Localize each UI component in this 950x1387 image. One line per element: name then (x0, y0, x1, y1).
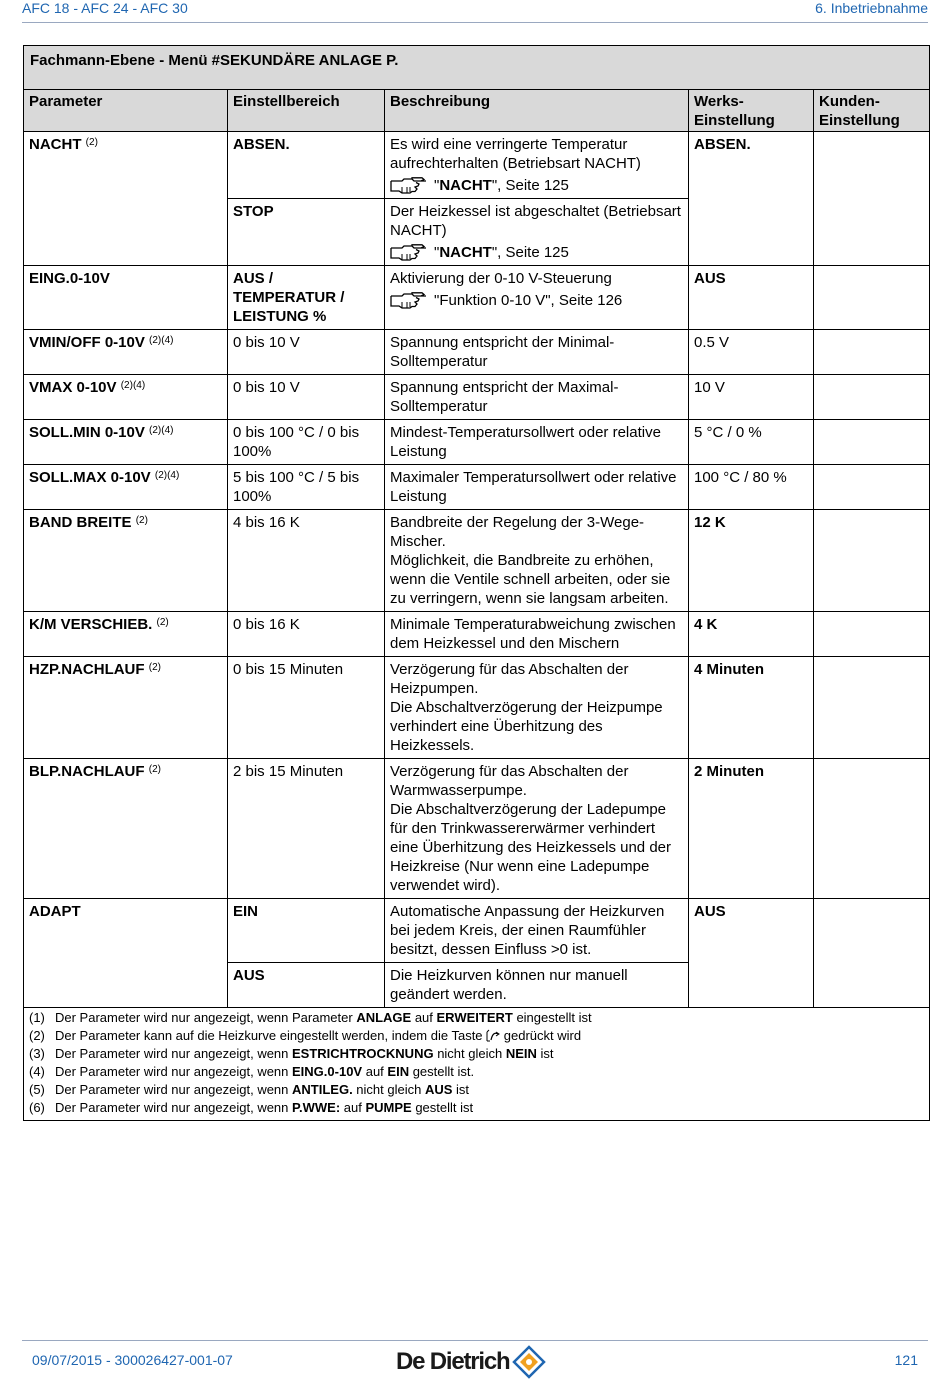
header-section: 6. Inbetriebnahme (815, 0, 928, 16)
range-eing: AUS / TEMPERATUR / LEISTUNG % (228, 266, 385, 330)
customer-vmin (814, 330, 930, 375)
table-row (24, 375, 930, 420)
column-header-customer: Kunden-Einstellung (814, 90, 930, 132)
header-title: AFC 18 - AFC 24 - AFC 30 (22, 0, 188, 16)
brand-name: De Dietrich (396, 1348, 510, 1375)
table-row (24, 420, 930, 465)
default-nacht: ABSEN. (689, 132, 814, 266)
range-adapt-aus: AUS (228, 963, 385, 1008)
table-title: Fachmann-Ebene - Menü #SEKUNDÄRE ANLAGE P. (24, 46, 930, 90)
param-km: K/M VERSCHIEB. $^{(2)}$ (24, 612, 228, 657)
reference-link[interactable]: "NACHT", Seite 125 (390, 176, 683, 195)
param-sollmin: SOLL.MIN 0-10V $^{(2)(4)}$ (24, 420, 228, 465)
range-nacht-stop: STOP (228, 199, 385, 266)
desc-adapt-ein: Automatische Anpassung der Heizkurven bei jedem Kreis, der einen Raumfühler besitzt, dessen Einfluss >0 ist. (385, 899, 689, 963)
default-km: 4 K (689, 612, 814, 657)
param-vmax: VMAX 0-10V $^{(2)(4)}$ (24, 375, 228, 420)
range-hzp: 0 bis 15 Minuten (228, 657, 385, 759)
table-header-row (24, 90, 930, 132)
range-sollmax: 5 bis 100 °C / 5 bis 100% (228, 465, 385, 510)
heating-curve-key-icon (486, 1029, 500, 1042)
range-vmin: 0 bis 10 V (228, 330, 385, 375)
desc-hzp: Verzögerung für das Abschalten der Heizpumpen. Die Abschaltverzögerung der Heizpumpe verhindert eine Überhitzung des Heizkessels. (385, 657, 689, 759)
table-row (24, 612, 930, 657)
default-sollmin: 5 °C / 0 % (689, 420, 814, 465)
customer-nacht (814, 132, 930, 266)
default-band: 12 K (689, 510, 814, 612)
footnote: (3) Der Parameter wird nur angezeigt, wenn ESTRICHTROCKNUNG nicht gleich NEIN ist (29, 1046, 554, 1061)
header-rule (22, 22, 928, 23)
default-vmin: 0.5 V (689, 330, 814, 375)
range-adapt-ein: EIN (228, 899, 385, 963)
desc-vmin: Spannung entspricht der Minimal-Solltemperatur (385, 330, 689, 375)
reference-link[interactable]: "NACHT", Seite 125 (390, 243, 683, 262)
table-row (24, 510, 930, 612)
desc-sollmax: Maximaler Temperatursollwert oder relative Leistung (385, 465, 689, 510)
customer-sollmin (814, 420, 930, 465)
customer-band (814, 510, 930, 612)
column-header-range: Einstellbereich (228, 90, 385, 132)
footnotes-row (24, 1008, 930, 1121)
range-sollmin: 0 bis 100 °C / 0 bis 100% (228, 420, 385, 465)
default-blp: 2 Minuten (689, 759, 814, 899)
table-row (24, 266, 930, 330)
param-nacht: NACHT $^{(2)}$ (24, 132, 228, 266)
customer-km (814, 612, 930, 657)
desc-nacht-absen: Es wird eine verringerte Temperatur aufrechterhalten (Betriebsart NACHT) "NACHT", Seite 125 (385, 132, 689, 199)
param-blp: BLP.NACHLAUF $^{(2)}$ (24, 759, 228, 899)
range-vmax: 0 bis 10 V (228, 375, 385, 420)
customer-hzp (814, 657, 930, 759)
pointing-hand-icon (390, 244, 428, 262)
table-row (24, 465, 930, 510)
customer-vmax (814, 375, 930, 420)
pointing-hand-icon (390, 292, 428, 310)
range-band: 4 bis 16 K (228, 510, 385, 612)
diamond-logo-icon (512, 1345, 546, 1379)
range-km: 0 bis 16 K (228, 612, 385, 657)
table-title-row (24, 46, 930, 90)
customer-blp (814, 759, 930, 899)
footnote: (2) Der Parameter kann auf die Heizkurve eingestellt werden, indem die Taste gedrückt wird (29, 1028, 582, 1043)
desc-adapt-aus: Die Heizkurven können nur manuell geändert werden. (385, 963, 689, 1008)
table-row (24, 657, 930, 759)
default-eing: AUS (689, 266, 814, 330)
footnotes (24, 1008, 930, 1121)
default-vmax: 10 V (689, 375, 814, 420)
table-row (24, 330, 930, 375)
footnote: (4) Der Parameter wird nur angezeigt, wenn EING.0-10V auf EIN gestellt ist. (29, 1064, 475, 1079)
footnote: (1) Der Parameter wird nur angezeigt, wenn Parameter ANLAGE auf ERWEITERT eingestellt ist (29, 1010, 592, 1025)
reference-link[interactable]: "Funktion 0-10 V", Seite 126 (390, 291, 683, 310)
desc-band: Bandbreite der Regelung der 3-Wege-Mischer. Möglichkeit, die Bandbreite zu erhöhen, wenn die Ventile schnell arbeiten, oder sie zu verringern, wenn sie langsam arbeiten. (385, 510, 689, 612)
column-header-factory: Werks-Einstellung (689, 90, 814, 132)
desc-eing: Aktivierung der 0-10 V-Steuerung "Funktion 0-10 V", Seite 126 (385, 266, 689, 330)
customer-adapt (814, 899, 930, 1008)
parameter-table (23, 45, 930, 1121)
desc-nacht-stop: Der Heizkessel ist abgeschaltet (Betriebsart NACHT) "NACHT", Seite 125 (385, 199, 689, 266)
range-nacht-absen: ABSEN. (228, 132, 385, 199)
de-dietrich-logo (396, 1344, 546, 1380)
column-header-parameter: Parameter (24, 90, 228, 132)
footnote: (5) Der Parameter wird nur angezeigt, wenn ANTILEG. nicht gleich AUS ist (29, 1082, 470, 1097)
customer-eing (814, 266, 930, 330)
pointing-hand-icon (390, 177, 428, 195)
column-header-description: Beschreibung (385, 90, 689, 132)
param-hzp: HZP.NACHLAUF $^{(2)}$ (24, 657, 228, 759)
default-hzp: 4 Minuten (689, 657, 814, 759)
range-blp: 2 bis 15 Minuten (228, 759, 385, 899)
footer-rule (22, 1340, 928, 1341)
default-adapt: AUS (689, 899, 814, 1008)
param-eing: EING.0-10V (24, 266, 228, 330)
customer-sollmax (814, 465, 930, 510)
desc-km: Minimale Temperaturabweichung zwischen dem Heizkessel und den Mischern (385, 612, 689, 657)
table-row (24, 899, 930, 963)
table-row (24, 132, 930, 199)
default-sollmax: 100 °C / 80 % (689, 465, 814, 510)
desc-sollmin: Mindest-Temperatursollwert oder relative Leistung (385, 420, 689, 465)
param-sollmax: SOLL.MAX 0-10V $^{(2)(4)}$ (24, 465, 228, 510)
page-number: 121 (894, 1352, 918, 1368)
desc-vmax: Spannung entspricht der Maximal-Solltemperatur (385, 375, 689, 420)
footer-document-id: 09/07/2015 - 300026427-001-07 (32, 1352, 233, 1368)
param-vmin: VMIN/OFF 0-10V $^{(2)(4)}$ (24, 330, 228, 375)
desc-blp: Verzögerung für das Abschalten der Warmwasserpumpe. Die Abschaltverzögerung der Ladepumpe für den Trinkwassererwärmer verhindert eine Überhitzung des Heizkessels und der Heizkreise (Nur wenn eine Ladepumpe verwendet wird). (385, 759, 689, 899)
table-row (24, 759, 930, 899)
param-adapt: ADAPT (24, 899, 228, 1008)
param-band: BAND BREITE $^{(2)}$ (24, 510, 228, 612)
footnote: (6) Der Parameter wird nur angezeigt, wenn P.WWE: auf PUMPE gestellt ist (29, 1100, 474, 1115)
